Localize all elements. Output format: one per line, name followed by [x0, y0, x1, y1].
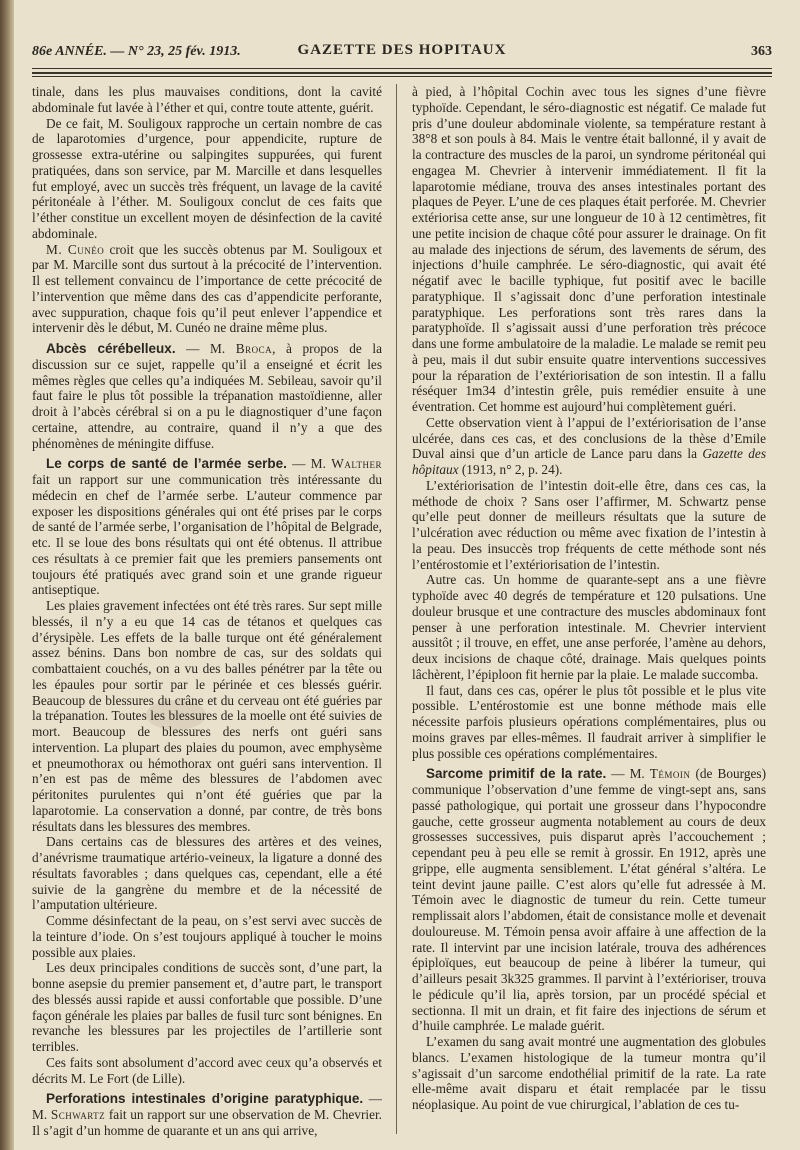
- page-number: 363: [751, 44, 772, 59]
- header-rule: [32, 76, 772, 77]
- page-binding-edge: [0, 0, 14, 1150]
- paragraph: Cette observation vient à l’appui de l’extériorisation de l’anse ulcérée, dans ces cas, et des conclusions de la thèse d’Emile Duval ainsi que d’un article de Lance paru dans la Gazette des hôpitaux (1913, n° 2, p. 24).: [412, 414, 766, 477]
- paragraph: L’extériorisation de l’intestin doit-elle être, dans ces cas, la méthode de choix ? Sans oser l’affirmer, M. Schwartz pense qu’elle peut donner de meilleurs résultats que la suture de l’ulcération avec réduction ou même avec fixation de l’intestin à la peau. Des insuccès trop fréquents de cette méthode sont nés l’entérostomie et l’extériorisation de l’intestin.: [412, 477, 766, 572]
- section-armee-serbe: Le corps de santé de l’armée serbe. — M. Walther fait un rapport sur une communication très intéressante du médecin en chef de l’armée serbe. L’auteur commence par exposer les dispositions générales qui ont été prises par le corps de santé de l’armée serbe, l’organisation de l’hôpital de Belgrade, etc. Il se loue des bons résultats qui ont été obtenus. Il attribue ces résultats à ce premier fait que les premiers pansements ont toujours été pratiqués avec grand soin et une grande rigueur antiseptique.: [32, 456, 382, 598]
- section-heading: Sarcome primitif de la rate.: [426, 766, 607, 782]
- paragraph: à pied, à l’hôpital Cochin avec tous les signes d’une fièvre typhoïde. Cependant, le séro-diagnostic est négatif. Ce malade fut pris d’une douleur abdominale violente, sa température restant à 38°8 et son pouls à 84. Mais le ventre était ballonné, il y avait de la contracture des muscles de la paroi, un syndrome péritonéal qui engagea M. Chevrier à intervenir immédiatement. Il fit la laparotomie médiane, trouva des anses intestinales portant des plaques de Peyer. L’une de ces plaques était perforée. M. Chevrier extériorisa cette anse, sur une longueur de 10 à 12 centimètres, fit une petite incision de chaque côté pour assurer le drainage. On fit au malade des injections de sérum, des lavements de sérum, des injections d’huile camphrée. Le séro-diagnostic, qui avait été négatif avec le bacille typhique, fut positif avec le bacille paratyphique. Il s’agissait donc d’une perforation intestinale paratyphique. Les perforations sont très rares dans la paratyphoïde. Il s’agissait aussi d’une perforation très précoce dans une forme ambulatoire de la maladie. Le malade se remit peu à peu, mais il dut subir ensuite quatre interventions successives pour la réparation de l’extériorisation de son intestin. Il a fallu réséquer 1m34 d’intestin grêle, puis remédier ensuite à une éventration. Cet homme est aujourd’hui complètement guéri.: [412, 84, 766, 414]
- paragraph: L’examen du sang avait montré une augmentation des globules blancs. L’examen histologique de la tumeur montra qu’il s’agissait d’un sarcome endothélial primitif de la rate. La rate elle-même avait disparu et était remplacée par le tissu néoplasique. Au point de vue chirurgical, l’ablation de ces tu-: [412, 1034, 766, 1112]
- section-sarcome-rate: Sarcome primitif de la rate. — M. Témoin (de Bourges) communique l’observation d’une femme de vingt-sept ans, sans passé pathologique, qui portait une grosseur dans l’hypocondre gauche, cette grosseur augmenta notablement au cours de deux grossesses successives, puis disparut après l’accouchement ; cependant peu à peu elle se remit à grossir. En 1912, après une grippe, elle augmenta sensiblement. L’état général s’altéra. Le teint devint jaune paille. C’est alors qu’elle fut adressée à M. Témoin avec le diagnostic de tumeur du rein. Cette tumeur remplissait alors l’abdomen, était de consistance molle et devenait douloureuse. M. Témoin pensa avoir affaire à une affection de la rate. Il intervint par une incision latérale, trouva des adhérences épiploïques, eut beaucoup de peine à libérer la tumeur, qui d’ailleurs pesait 3k325 grammes. Il parvint à l’extérioriser, trouva le pédicule qu’il lia, après torsion, par un procédé spécial et sectionna. Il mit un drain, et fit faire des injections de sérum et d’huile camphrée. Le malade guérit.: [412, 766, 766, 1034]
- paragraph: Dans certains cas de blessures des artères et des veines, d’anévrisme traumatique artério-veineux, la ligature a donné des résultats favorables ; dans quelques cas, cependant, elle a été suivie de la gangrène du membre et de la nécessité de l’amputation ultérieure.: [32, 834, 382, 913]
- author-name: Walther: [331, 456, 382, 472]
- header-rule: [32, 68, 772, 69]
- newspaper-page: [26, 0, 778, 1150]
- paragraph: Les deux principales conditions de succès sont, d’une part, la bonne asepsie du premier pansement et, d’autre part, le transport des blessés aussi rapide et aussi confortable que possible. D’une façon générale les plaies par balles de fusil turc sont bénignes. En revanche les blessures par les projectiles de l’artillerie sont terribles.: [32, 960, 382, 1054]
- issue-line: 86e ANNÉE. — N° 23, 25 fév. 1913.: [32, 44, 241, 59]
- paragraph: M. Cunéo croit que les succès obtenus par M. Souligoux et par M. Marcille sont dus surtout à la précocité de l’intervention. Il est tellement convaincu de l’importance de cette précocité de l’intervention que même dans des cas d’appendicite perforante, avec suppuration, chaque fois qu’il peut enlever l’appendice et intervenir dès le début, M. Cunéo ne draine même plus.: [32, 241, 382, 336]
- paragraph: tinale, dans les plus mauvaises conditions, dont la cavité abdominale fut lavée à l’éther et qui, contre toute attente, guérit.: [32, 84, 382, 115]
- journal-reference: Gazette des hôpitaux: [412, 446, 766, 477]
- author-name: Témoin: [649, 766, 691, 782]
- header-rule: [32, 72, 772, 74]
- paragraph: Comme désinfectant de la peau, on s’est servi avec succès de la teinture d’iode. On s’est toujours appliqué à toucher le moins possible aux plaies.: [32, 913, 382, 960]
- section-heading: Perforations intestinales d’origine paratyphique.: [46, 1091, 364, 1107]
- paragraph: Les plaies gravement infectées ont été très rares. Sur sept mille blessés, il n’y a eu que 14 cas de tétanos et quelques cas d’érysipèle. Les effets de la balle turque ont été généralement assez bénins. Dans bon nombre de cas, sur des soldats qui combattaient couchés, on a vu des balles pénétrer par la tête ou les épaules pour sortir par le périnée et ces blessés guérir. Beaucoup de blessures du crâne et du cerveau ont été guéries par la trépanation. Toutes les blessures de la moelle ont été suivies de mort. Beaucoup de blessures des nerfs ont guéri sans intervention. La plupart des plaies du poumon, avec emphysème et pneumothorax ou hémothorax ont guéri sans intervention. Il n’en est pas de même des blessures de l’abdomen avec péritonites purulentes qui n’ont été guéries que par la laparotomie. La conservation a donné, par contre, de très bons résultats dans les blessures des membres.: [32, 598, 382, 834]
- running-header: [32, 38, 772, 64]
- journal-title: GAZETTE DES HOPITAUX: [297, 42, 507, 58]
- paragraph: Autre cas. Un homme de quarante-sept ans a une fièvre typhoïde avec 40 degrés de température et 120 pulsations. Une douleur brusque et une contracture des muscles abdominaux font penser à une perforation intestinale. M. Chevrier intervient aussitôt ; il trouve, en effet, une anse perforée, l’amène au dehors, deux incisions de chaque côté, drainage. Mais quelques points lâchèrent, l’épiploon fit hernie par la plaie. Le malade succomba.: [412, 572, 766, 682]
- section-abces-cerebelleux: Abcès cérébelleux. — M. Broca, à propos de la discussion sur ce sujet, rappelle qu’il a enseigné et écrit les mêmes règles que celles qu’a indiquées M. Sebileau, savoir qu’il faut faire le plus tôt possible la trépanation mastoïdienne, aller droit à l’abcès cérébral si on a pu le diagnostiquer d’une façon certaine, attendre, au contraire, quand il n’y a que des phénomènes de méningite diffuse.: [32, 341, 382, 451]
- author-name: Schwartz: [50, 1107, 106, 1122]
- left-column: [32, 84, 382, 1144]
- author-name: M. Cunéo: [46, 241, 105, 257]
- paragraph: Ces faits sont absolument d’accord avec ceux qu’a observés et décrits M. Le Fort (de Lille).: [32, 1054, 382, 1086]
- right-column: [412, 84, 766, 1144]
- column-divider: [396, 84, 397, 1134]
- paragraph: De ce fait, M. Souligoux rapproche un certain nombre de cas de laparotomies d’urgence, pour appendicite, rupture de grossesse extra-utérine ou salpingites suppurées, qui furent pratiquées, dans son service, par M. Marcille et dans lesquelles fut employé, avec un succès très fréquent, un lavage de la cavité péritonéale à l’éther. M. Souligoux conclut de ces faits que l’éther constitue un excellent moyen de désinfection de la cavité abdominale.: [32, 115, 382, 241]
- paragraph: Il faut, dans ces cas, opérer le plus tôt possible et le plus vite possible. L’entérostomie est une bonne méthode mais elle nécessite parfois plusieurs opérations complémentaires, plus ou moins graves par elles-mêmes. Il faudrait arriver à simplifier le plus possible ces opérations complémentaires.: [412, 682, 766, 761]
- section-heading: Abcès cérébelleux.: [46, 341, 176, 356]
- author-name: Broca: [235, 341, 273, 356]
- section-heading: Le corps de santé de l’armée serbe.: [46, 456, 287, 472]
- section-perforations-paratyphiques: Perforations intestinales d’origine paratyphique. — M. Schwartz fait un rapport sur une observation de M. Chevrier. Il s’agit d’un homme de quarante et un ans qui arrive,: [32, 1091, 382, 1138]
